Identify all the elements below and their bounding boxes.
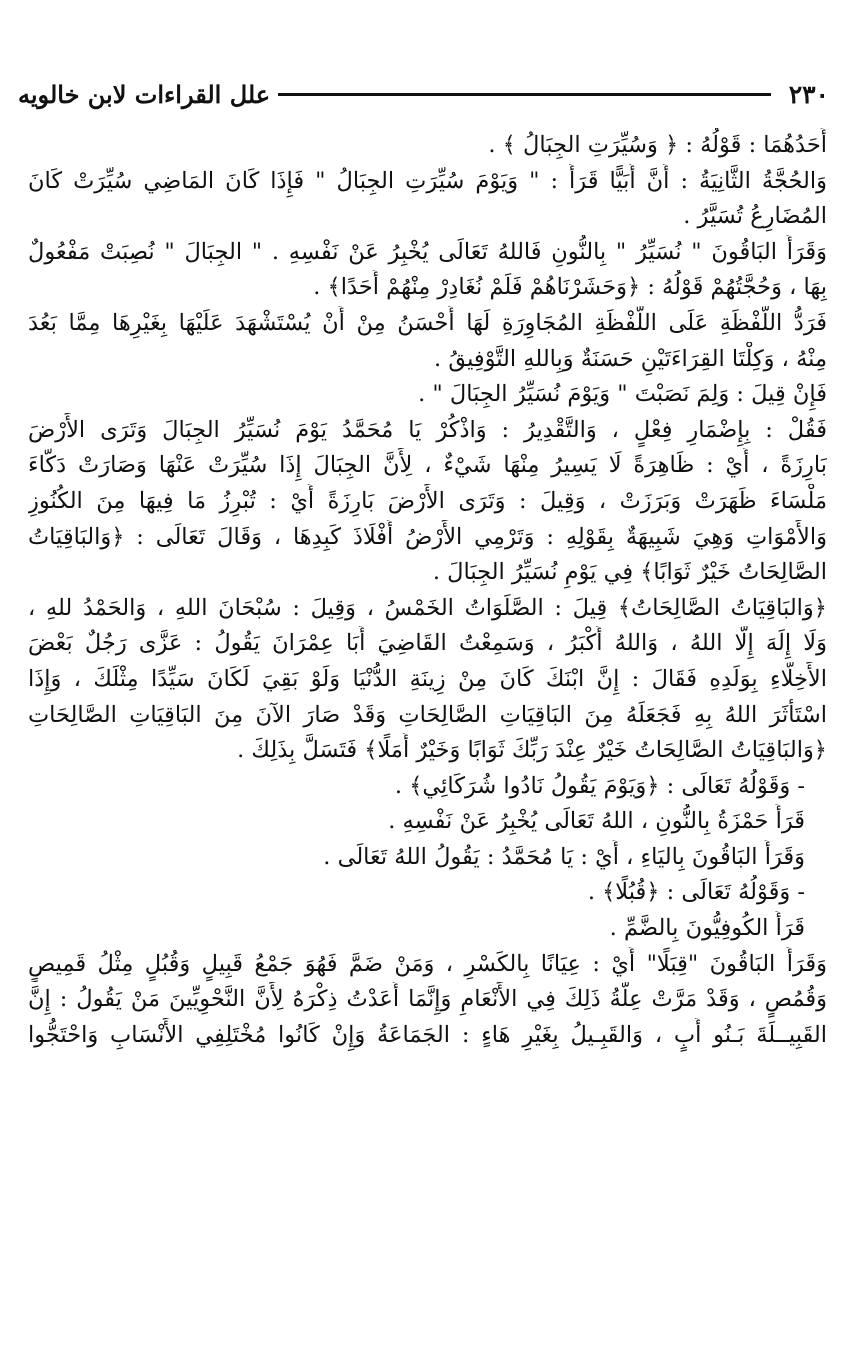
text-line: مَلْسَاءَ ظَهَرَتْ وَبَرَزَتْ ، وَقِيلَ : وَتَرَى الأَرْضَ بَارِزَةً أَيْ : تُبْرِزُ مَا فِيهَا مِنَ الكُنُوزِ xyxy=(28,487,827,514)
text-line: أَحَدُهُمَا : قَوْلُهُ : ﴿ وَسُيِّرَتِ الجِبَالُ ﴾ . xyxy=(488,132,827,158)
text-line: وَالحُجَّةُ الثَّانِيَةُ : أَنَّ أُبَيًّا قَرَأَ : " وَيَوْمَ سُيِّرَتِ الجِبَالُ " فَإِذَا كَانَ المَاضِي سُيِّرَتْ كَانَ xyxy=(28,167,827,194)
running-title: علل القراءات لابن خالويه xyxy=(18,79,271,109)
header-rule xyxy=(278,93,771,96)
text-line: وَقُمُصٍ ، وَقَدْ مَرَّتْ عِلَّةُ ذَلِكَ فِي الأَنْعَامِ وَإِنَّمَا أَعَدْتُ ذِكْرَهُ لِأَنَّ النَّحْوِيِّينَ مَنْ يَقُولُ : إِنَّ xyxy=(28,986,827,1013)
text-line: المُضَارِعُ تُسَيَّرُ . xyxy=(683,203,827,230)
text-line: الأَخِلَّاءِ بِوَلَدِهِ فَقَالَ : إِنَّ ابْنَكَ كَانَ مِنْ زِينَةِ الدُّنْيَا وَلَوْ بَقِيَ لَكَانَ سَيِّدًا مِثْلَكَ ، وَإِذَا xyxy=(28,665,827,692)
text-line: اسْتَأْثَرَ اللهُ بِهِ فَجَعَلَهُ مِنَ البَاقِيَاتِ الصَّالِحَاتِ وَقَدْ صَارَ الآنَ مِنَ البَاقِيَاتِ الصَّالِحَاتِ xyxy=(28,701,827,728)
text-line: ﴿وَالبَاقِيَاتُ الصَّالِحَاتُ﴾ قِيلَ : الصَّلَوَاتُ الخَمْسُ ، وَقِيلَ : سُبْحَانَ اللهِ ، وَالحَمْدُ للهِ ، xyxy=(28,594,827,621)
text-line: - وَقَوْلُهُ تَعَالَى : ﴿وَيَوْمَ يَقُولُ نَادُوا شُرَكَائِي﴾ . xyxy=(394,772,805,799)
text-line: الصَّالِحَاتُ خَيْرٌ ثَوَابًا﴾ فِي يَوْمِ نُسَيِّرُ الجِبَالَ . xyxy=(432,559,827,586)
text-line: وَلَا إِلَهَ إِلَّا اللهُ ، وَاللهُ أَكْبَرُ ، وَسَمِعْتُ القَاضِيَ أَبَا عِمْرَانَ يَقُولُ : عَزَّى رَجُلٌ بَعْضَ xyxy=(28,630,827,657)
text-line: فَرَدُّ اللَّفْظَةِ عَلَى اللَّفْظَةِ المُجَاوِرَةِ لَهَا أَحْسَنُ مِنْ أَنْ يُسْتَشْهَدَ عَلَيْهَا بِغَيْرِهَا مِمَّا بَعُدَ xyxy=(28,309,827,336)
text-line: وَالأَمْوَاتِ وَهِيَ شَبِيهَةٌ بِقَوْلِهِ : وَتَرْمِي الأَرْضُ أَفْلَاذَ كَبِدِهَا ، وَقَالَ تَعَالَى : ﴿وَالبَاقِيَاتُ xyxy=(28,523,827,550)
page-header xyxy=(18,74,829,114)
text-line: وَقَرَأَ البَاقُونَ "قِبَلًا" أَيْ : عِيَانًا بِالكَسْرِ ، وَمَنْ ضَمَّ فَهُوَ جَمْعُ قَبِيلٍ وَقُبُلٍ مِثْلُ قَمِيصٍ xyxy=(28,950,827,977)
text-line: القَبِيــلَةَ بَـنُو أَبٍ ، وَالقَبِـيلُ بِغَيْرِ هَاءٍ : الجَمَاعَةُ وَإِنْ كَانُوا مُخْتَلِفِي الأَنْسَابِ وَاحْتَجُّوا xyxy=(28,1021,827,1048)
text-line: وَقَرَأَ البَاقُونَ بِاليَاءِ ، أَيْ : يَا مُحَمَّدُ : يَقُولُ اللهُ تَعَالَى . xyxy=(323,843,805,870)
body-text xyxy=(28,128,827,1053)
text-line: بَارِزَةً ، أَيْ : ظَاهِرَةً لَا يَسِيرُ مِنْهَا شَيْءٌ ، لِأَنَّ الجِبَالَ إِذَا سُيِّرَتْ عَنْهَا وَصَارَتْ دَكَّاءَ xyxy=(28,452,827,479)
text-line: مِنْهُ ، وَكِلْتَا القِرَاءَتَيْنِ حَسَنَةٌ وَبِاللهِ التَّوْفِيقُ . xyxy=(434,345,827,372)
text-line: وَقَرَأَ البَاقُونَ " نُسَيِّرُ " بِالنُّونِ فَاللهُ تَعَالَى يُخْبِرُ عَنْ نَفْسِهِ . " الجِبَالَ " نُصِبَتْ مَفْعُولٌ xyxy=(28,238,827,265)
text-line: قَرَأَ الكُوفِيُّونَ بِالضَّمِّ . xyxy=(609,915,805,942)
text-line: بِهَا ، وَحُجَّتُهُمْ قَوْلُهُ : ﴿وَحَشَرْنَاهُمْ فَلَمْ نُغَادِرْ مِنْهُمْ أَحَدًا﴾ . xyxy=(313,274,827,301)
text-line: - وَقَوْلُهُ تَعَالَى : ﴿قُبُلًا﴾ . xyxy=(587,879,805,906)
text-line: قَرَأَ حَمْزَةُ بِالنُّونِ ، اللهُ تَعَالَى يُخْبِرُ عَنْ نَفْسِهِ . xyxy=(388,808,805,835)
text-line: ﴿وَالبَاقِيَاتُ الصَّالِحَاتُ خَيْرٌ عِنْدَ رَبِّكَ ثَوَابًا وَخَيْرٌ أَمَلًا﴾ فَتَسَلَّ بِذَلِكَ . xyxy=(237,737,827,764)
text-line: فَقُلْ : بِإِضْمَارِ فِعْلٍ ، وَالتَّقْدِيرُ : وَاذْكُرْ يَا مُحَمَّدُ يَوْمَ نُسَيِّرُ الجِبَالَ وَتَرَى الأَرْضَ xyxy=(28,416,827,443)
page-number: ٢٣٠ xyxy=(788,79,829,109)
text-line: فَإِنْ قِيلَ : وَلِمَ نَصَبْتَ " وَيَوْمَ نُسَيِّرُ الجِبَالَ " . xyxy=(418,381,827,408)
